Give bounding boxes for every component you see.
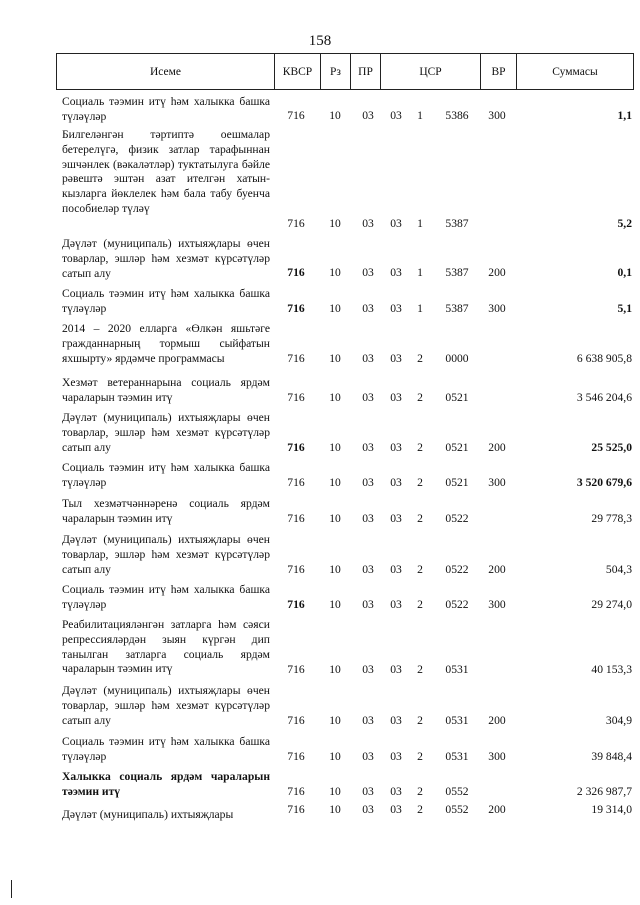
row-vr: 300 [488,302,506,315]
row-rz: 10 [329,441,341,454]
row-kvsr: 716 [287,663,305,676]
row-sum: 39 848,4 [591,750,632,763]
row-csr-3: 5387 [445,302,469,315]
row-name: Реабилитацияләнгән затларга һәм сәяси репрессияләрдән зыян күргән дип танылган затларга социаль ярдәм чараларын тәэмин итү [62,618,270,676]
row-rz: 10 [329,217,341,230]
row-pr: 03 [362,598,374,611]
row-rz: 10 [329,714,341,727]
row-sum: 25 525,0 [591,441,632,454]
row-kvsr: 716 [287,563,305,576]
row-csr-1: 03 [390,512,402,525]
header-vr: ВР [481,54,517,89]
row-kvsr: 716 [287,512,305,525]
row-vr: 300 [488,476,506,489]
row-csr-2: 1 [417,266,423,279]
row-csr-3: 5387 [445,217,469,230]
row-csr-3: 0552 [445,803,469,816]
row-kvsr: 716 [287,109,305,122]
row-pr: 03 [362,750,374,763]
row-csr-2: 2 [417,512,423,525]
row-name: Дәүләт (муниципаль) ихтыяҗлары өчен товарлар, эшләр һәм хезмәт күрсәтүләр сатып алу [62,684,270,727]
row-csr-2: 1 [417,217,423,230]
row-csr-1: 03 [390,266,402,279]
row-kvsr: 716 [287,750,305,763]
row-sum: 1,1 [617,109,632,122]
row-pr: 03 [362,785,374,798]
row-rz: 10 [329,266,341,279]
row-sum: 29 274,0 [591,598,632,611]
row-csr-2: 1 [417,109,423,122]
row-name: Билгеләнгән тәртиптә оешмалар бетерелүгә, физик затлар тарафыннан эшчәнлек (вәкаләтләр) туктатылуга бәйле рәвештә эштән азат ителгән хатын-кызларга йөклелек һәм бала табу буенча пособиеләр түләү [62,128,270,215]
row-pr: 03 [362,391,374,404]
row-name: Социаль тәэмин итү һәм халыкка башка түләүләр [62,461,270,489]
row-sum: 504,3 [605,563,632,576]
row-kvsr: 716 [287,785,305,798]
row-csr-1: 03 [390,476,402,489]
row-csr-1: 03 [390,803,402,816]
row-csr-1: 03 [390,750,402,763]
row-kvsr: 716 [287,352,305,365]
row-pr: 03 [362,217,374,230]
row-kvsr: 716 [287,714,305,727]
row-name: Хезмәт ветераннарына социаль ярдәм чараларын тәэмин итү [62,376,270,404]
row-rz: 10 [329,302,341,315]
row-csr-1: 03 [390,302,402,315]
row-vr: 200 [488,441,506,454]
row-sum: 6 638 905,8 [576,352,632,365]
row-csr-3: 0522 [445,598,469,611]
row-csr-1: 03 [390,785,402,798]
row-name: Халыкка социаль ярдәм чараларын тәэмин итү [62,770,270,798]
row-pr: 03 [362,714,374,727]
row-kvsr: 716 [287,803,305,816]
row-pr: 03 [362,663,374,676]
row-pr: 03 [362,352,374,365]
row-rz: 10 [329,803,341,816]
row-rz: 10 [329,352,341,365]
row-pr: 03 [362,476,374,489]
header-sum: Суммасы [552,65,598,78]
row-csr-2: 2 [417,441,423,454]
row-kvsr: 716 [287,598,305,611]
row-csr-1: 03 [390,563,402,576]
row-pr: 03 [362,266,374,279]
row-pr: 03 [362,302,374,315]
row-csr-3: 0000 [445,352,469,365]
table-header [56,53,634,90]
row-sum: 19 314,0 [591,803,632,816]
row-name: Социаль тәэмин итү һәм халыкка башка түләүләр [62,735,270,763]
row-csr-1: 03 [390,109,402,122]
row-pr: 03 [362,109,374,122]
row-csr-1: 03 [390,441,402,454]
row-vr: 200 [488,803,506,816]
row-name: Дәүләт (муниципаль) ихтыяҗлары өчен товарлар, эшләр һәм хезмәт күрсәтүләр сатып алу [62,533,270,576]
row-pr: 03 [362,803,374,816]
row-rz: 10 [329,512,341,525]
row-kvsr: 716 [287,441,305,454]
row-csr-2: 2 [417,476,423,489]
row-csr-2: 1 [417,302,423,315]
row-csr-1: 03 [390,352,402,365]
row-csr-3: 5386 [445,109,469,122]
row-csr-3: 0531 [445,750,469,763]
row-sum: 3 520 679,6 [576,476,632,489]
row-rz: 10 [329,391,341,404]
row-rz: 10 [329,785,341,798]
row-sum: 5,2 [617,217,632,230]
row-name: Дәүләт (муниципаль) ихтыяҗлары [62,808,234,821]
header-rz: Рз [321,54,351,89]
row-csr-3: 0522 [445,512,469,525]
row-csr-1: 03 [390,391,402,404]
row-kvsr: 716 [287,217,305,230]
row-csr-3: 0522 [445,563,469,576]
row-rz: 10 [329,563,341,576]
row-name: Социаль тәэмин итү һәм халыкка башка түләүләр [62,287,270,315]
row-csr-2: 2 [417,598,423,611]
row-csr-2: 2 [417,391,423,404]
row-pr: 03 [362,512,374,525]
header-name: Исеме [57,54,275,89]
row-vr: 300 [488,598,506,611]
row-sum: 3 546 204,6 [576,391,632,404]
row-name: Социаль тәэмин итү һәм халыкка башка түләүләр [62,583,270,611]
row-csr-1: 03 [390,217,402,230]
row-csr-1: 03 [390,663,402,676]
row-kvsr: 716 [287,476,305,489]
row-csr-2: 2 [417,663,423,676]
row-vr: 200 [488,714,506,727]
row-csr-3: 0531 [445,663,469,676]
header-csr: ЦСР [381,54,481,89]
row-csr-3: 5387 [445,266,469,279]
row-vr: 200 [488,563,506,576]
row-rz: 10 [329,663,341,676]
row-name: Социаль тәэмин итү һәм халыкка башка түләүләр [62,95,270,123]
row-kvsr: 716 [287,391,305,404]
row-csr-1: 03 [390,598,402,611]
header-kvsr: КВСР [275,54,321,89]
row-vr: 200 [488,266,506,279]
row-rz: 10 [329,750,341,763]
row-csr-3: 0521 [445,391,469,404]
row-csr-2: 2 [417,803,423,816]
row-kvsr: 716 [287,302,305,315]
row-csr-2: 2 [417,352,423,365]
row-sum: 29 778,3 [591,512,632,525]
row-csr-2: 2 [417,563,423,576]
row-name: 2014 – 2020 елларга «Өлкән яшьтәге гражданнарның тормыш сыйфатын яхшырту» ярдәмче программасы [62,322,270,365]
row-csr-3: 0531 [445,714,469,727]
row-pr: 03 [362,441,374,454]
row-rz: 10 [329,598,341,611]
page-number: 158 [308,33,332,49]
row-name: Дәүләт (муниципаль) ихтыяҗлары өчен товарлар, эшләр һәм хезмәт күрсәтүләр сатып алу [62,237,270,280]
row-vr: 300 [488,750,506,763]
row-sum: 5,1 [617,302,632,315]
row-csr-1: 03 [390,714,402,727]
row-sum: 40 153,3 [591,663,632,676]
row-sum: 304,9 [605,714,632,727]
row-name: Дәүләт (муниципаль) ихтыяҗлары өчен товарлар, эшләр һәм хезмәт күрсәтүләр сатып алу [62,411,270,454]
row-csr-2: 2 [417,750,423,763]
row-csr-3: 0521 [445,441,469,454]
row-pr: 03 [362,563,374,576]
row-kvsr: 716 [287,266,305,279]
row-rz: 10 [329,476,341,489]
row-csr-2: 2 [417,714,423,727]
row-csr-3: 0552 [445,785,469,798]
row-name: Тыл хезмәтчәннәренә социаль ярдәм чараларын тәэмин итү [62,497,270,525]
row-csr-2: 2 [417,785,423,798]
margin-mark [11,880,12,898]
row-vr: 300 [488,109,506,122]
row-sum: 2 326 987,7 [576,785,632,798]
row-rz: 10 [329,109,341,122]
header-pr: ПР [351,54,381,89]
row-csr-3: 0521 [445,476,469,489]
row-sum: 0,1 [617,266,632,279]
